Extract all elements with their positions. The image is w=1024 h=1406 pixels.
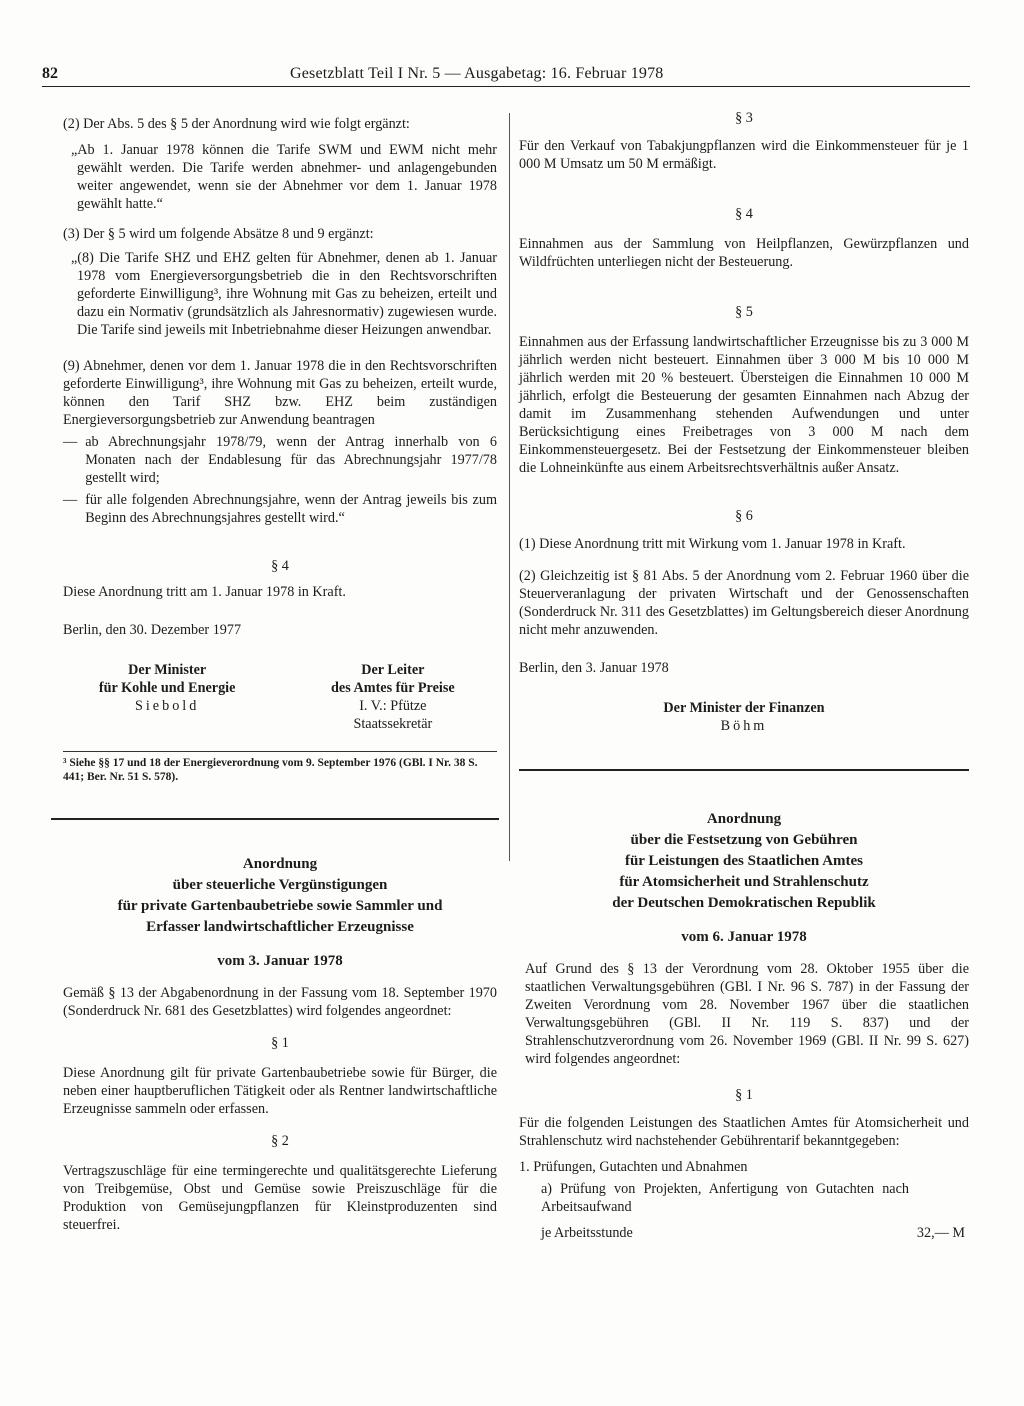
ordinance-2-title-line-4: Erfasser landwirtschaftlicher Erzeugnisse <box>146 919 414 935</box>
ord3-section-1-heading: § 1 <box>735 1087 753 1103</box>
ord2-section-6-para-1: (1) Diese Anordnung tritt mit Wirkung vom 1. Januar 1978 in Kraft. <box>519 536 906 552</box>
ordinance-3-title <box>519 809 969 914</box>
ord2-section-4-heading: § 4 <box>735 206 753 222</box>
ordinance-3-title-line-3: für Leistungen des Staatlichen Amtes <box>624 853 864 869</box>
dash-item-2-text: für alle folgenden Abrechnungsjahre, wenn der Antrag jeweils bis zum Beginn des Abrechnungsjahres gestellt wird.“ <box>85 492 497 526</box>
ordinance-2-title-line-1: Anordnung <box>242 856 318 872</box>
ord2-section-2-text: Vertragszuschläge für eine termingerechte und qualitätsgerechte Lieferung von Treibgemüse, Obst und Gemüse sowie Preiszuschläge für die Produktion von Gemüsejungpflanzen für Kleinstproduzenten sind steuerfrei. <box>63 1163 497 1233</box>
column-divider <box>509 113 510 861</box>
footnote-3: ³ Siehe §§ 17 und 18 der Energieverordnung vom 9. September 1976 (GBl. I Nr. 38 S. 441; Ber. Nr. 51 S. 578). <box>63 757 478 783</box>
ordinance-3-title-line-5: der Deutschen Demokratischen Republik <box>612 895 876 911</box>
paragraph-2-quote: „Ab 1. Januar 1978 können die Tarife SWM und EWM nicht mehr gewählt werden. Die Tarife werden abnehmer- und anlagengebunden weiter angewendet, wenn sie der Abnehmer vor dem 1. Januar 1978 gewählt hatte.“ <box>71 142 497 212</box>
ord2-signer-title: Der Minister der Finanzen <box>663 700 825 716</box>
section-4-heading: § 4 <box>271 558 289 574</box>
footnote-rule <box>63 751 497 752</box>
signer-1 <box>63 661 271 733</box>
ordinance-3-date: vom 6. Januar 1978 <box>681 929 807 945</box>
tariff-rate-row <box>519 1224 969 1242</box>
ord2-signer-name: Böhm <box>720 718 768 734</box>
ord2-section-6-heading: § 6 <box>735 508 753 524</box>
tariff-item-1: 1. Prüfungen, Gutachten und Abnahmen <box>519 1159 748 1175</box>
ordinance-2-intro: Gemäß § 13 der Abgabenordnung in der Fassung vom 18. September 1970 (Sonderdruck Nr. 681 des Gesetzblattes) wird folgendes angeordnet: <box>63 985 497 1019</box>
ordinance-2-title-line-2: über steuerliche Vergünstigungen <box>172 877 388 893</box>
right-column <box>519 109 969 1242</box>
signer-2 <box>289 661 497 733</box>
section-separator-right <box>519 769 969 771</box>
paragraph-8: „(8) Die Tarife SHZ und EHZ gelten für Abnehmer, denen ab 1. Januar 1978 vom Energieversorgungsbetrieb die in den Rechtsvorschriften geforderte Einwilligung³, ihre Wohnung mit Gas zu beheizen, erteilt und dazu ein Normativ (grundsätzlich als Jahresnormativ) zugewiesen wurde. Die Tarife sind jeweils mit Inbetriebnahme dieser Heizungen anwendbar. <box>71 250 497 338</box>
signer-1-title: Der Minister <box>128 662 207 678</box>
tariff-item-1a: a) Prüfung von Projekten, Anfertigung von Gutachten nach Arbeitsaufwand <box>541 1181 909 1215</box>
signer-2-role: Staatssekretär <box>353 716 433 732</box>
signature-block <box>63 661 497 733</box>
left-column <box>63 115 497 1234</box>
signer-1-name: Siebold <box>134 698 200 714</box>
signer-1-office: für Kohle und Energie <box>98 680 236 696</box>
ord2-section-6-para-2: (2) Gleichzeitig ist § 81 Abs. 5 der Anordnung vom 2. Februar 1960 über die Steuerveranlagung der privaten Wirtschaft und der Genossenschaften (Sonderdruck Nr. 311 des Gesetzblattes) im Geltungsbereich dieser Anordnung nicht mehr anzuwenden. <box>519 568 969 638</box>
ordinance-3-title-line-4: für Atomsicherheit und Strahlenschutz <box>619 874 869 890</box>
ord2-section-2-heading: § 2 <box>271 1133 289 1149</box>
signer-2-name: I. V.: Pfütze <box>359 698 427 714</box>
dash-marker: — <box>63 434 78 450</box>
signer-2-office: des Amtes für Preise <box>331 680 455 696</box>
dash-item-2 <box>63 491 497 527</box>
rate-label: je Arbeitsstunde <box>541 1225 633 1241</box>
ord3-section-1-text: Für die folgenden Leistungen des Staatlichen Amtes für Atomsicherheit und Strahlenschutz wird nachstehender Gebührentarif bekanntgegeben: <box>519 1115 969 1149</box>
page-header <box>42 64 970 87</box>
signer-2-title: Der Leiter <box>361 662 425 678</box>
ord2-section-5-text: Einnahmen aus der Erfassung landwirtschaftlicher Erzeugnisse bis zu 3 000 M jährlich werden nicht besteuert. Einnahmen über 3 000 M bis 10 000 M jährlich werden mit 20 % besteuert. Übersteigen die Einnahmen 10 000 M jährlich, erfolgt die Besteuerung der gesamten Einnahmen nach Abzug der damit im Zusammenhang stehenden Aufwendungen und unter Berücksichtigung eines Freibetrages von 3 000 M nach dem Einkommensteuergesetz. Bei der Festsetzung der Einkommensteuer bleiben die Lohneinkünfte aus einem Arbeitsrechtsverhältnis außer Ansatz. <box>519 334 969 476</box>
ord2-section-3-heading: § 3 <box>735 110 753 126</box>
ordinance-3-title-line-1: Anordnung <box>706 811 782 827</box>
ord2-section-5-heading: § 5 <box>735 304 753 320</box>
place-date: Berlin, den 30. Dezember 1977 <box>63 622 242 638</box>
ord2-section-4-text: Einnahmen aus der Sammlung von Heilpflanzen, Gewürzpflanzen und Wildfrüchten unterliegen nicht der Besteuerung. <box>519 236 969 270</box>
ordinance-2-date: vom 3. Januar 1978 <box>217 953 343 969</box>
dash-item-1-text: ab Abrechnungsjahr 1978/79, wenn der Antrag innerhalb von 6 Monaten nach der Endablesung für das Abrechnungsjahr 1977/78 gestellt wird; <box>85 434 497 486</box>
paragraph-2-intro: (2) Der Abs. 5 des § 5 der Anordnung wird wie folgt ergänzt: <box>63 116 410 132</box>
rate-value: 32,— M <box>916 1225 965 1241</box>
ordinance-2-title <box>63 854 497 938</box>
ordinance-3-title-line-2: über die Festsetzung von Gebühren <box>630 832 858 848</box>
ord2-section-3-text: Für den Verkauf von Tabakjungpflanzen wird die Einkommensteuer für je 1 000 M Umsatz um 50 M ermäßigt. <box>519 138 969 172</box>
section-4-text: Diese Anordnung tritt am 1. Januar 1978 in Kraft. <box>63 584 346 600</box>
page-number: 82 <box>42 65 58 82</box>
ordinance-2-title-line-3: für private Gartenbaubetriebe sowie Sammler und <box>117 898 443 914</box>
paragraph-3-intro: (3) Der § 5 wird um folgende Absätze 8 und 9 ergänzt: <box>63 226 374 242</box>
section-separator <box>51 818 499 820</box>
dash-item-1 <box>63 433 497 487</box>
dash-marker: — <box>63 492 78 508</box>
ord2-section-1-text: Diese Anordnung gilt für private Gartenbaubetriebe sowie für Bürger, die neben einer hauptberuflichen Tätigkeit oder als Rentner landwirtschaftliche Erzeugnisse sammeln oder erfassen. <box>63 1065 497 1117</box>
running-title: Gesetzblatt Teil I Nr. 5 — Ausgabetag: 16. Februar 1978 <box>290 65 664 82</box>
ordinance-3-intro: Auf Grund des § 13 der Verordnung vom 28. Oktober 1955 über die staatlichen Verwaltungsgebühren (GBl. I Nr. 96 S. 787) in der Fassung der Zweiten Verordnung vom 28. November 1967 über die staatlichen Verwaltungsgebühren (GBl. II Nr. 119 S. 837) und der Strahlenschutzverordnung vom 26. November 1969 (GBl. II Nr. 99 S. 627) wird folgendes angeordnet: <box>525 961 969 1067</box>
paragraph-9: (9) Abnehmer, denen vor dem 1. Januar 1978 die in den Rechtsvorschriften geforderte Einwilligung³, ihre Wohnung mit Gas zu beheizen, erteilt wurde, können den Tarif SHZ bzw. EHZ beim zuständigen Energieversorgungsbetrieb zur Anwendung beantragen <box>63 358 497 428</box>
ord2-place-date: Berlin, den 3. Januar 1978 <box>519 660 669 676</box>
ord2-section-1-heading: § 1 <box>271 1035 289 1051</box>
